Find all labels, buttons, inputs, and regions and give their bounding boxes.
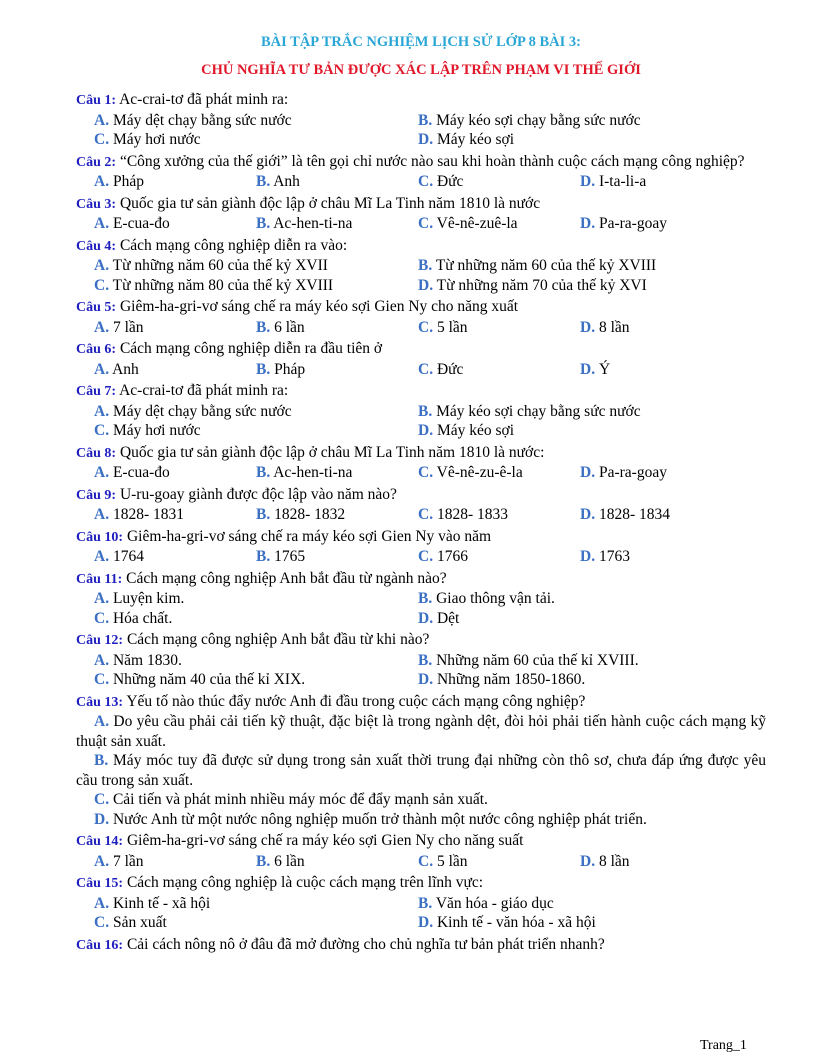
option-a[interactable] [94, 505, 256, 525]
page-number: Trang_1 [700, 1038, 747, 1053]
option-a[interactable] [94, 111, 418, 131]
question-text: Cách mạng công nghiệp Anh bắt đầu từ khi nào? [123, 631, 430, 648]
option-label: D. [580, 548, 596, 565]
option-text: Pa-ra-goay [595, 215, 667, 232]
option-label: B. [256, 464, 271, 481]
option-a[interactable] [94, 651, 418, 671]
question-number: Câu 13: [76, 694, 124, 710]
question-number: Câu 3: [76, 196, 117, 212]
option-d[interactable] [418, 276, 742, 296]
document-title: BÀI TẬP TRẮC NGHIỆM LỊCH SỬ LỚP 8 BÀI 3: [261, 34, 581, 50]
option-text: Vê-nê-zu-ê-la [433, 464, 523, 481]
option-c[interactable] [418, 172, 580, 192]
option-b[interactable] [256, 505, 418, 525]
option-c[interactable] [418, 214, 580, 234]
options [76, 651, 766, 690]
option-label: D. [94, 810, 110, 828]
option-d[interactable] [580, 463, 742, 483]
question-number: Câu 14: [76, 834, 124, 849]
option-b[interactable] [256, 547, 418, 567]
option-text: 1764 [109, 548, 144, 565]
option-label: C. [94, 131, 110, 148]
option-c[interactable] [94, 913, 418, 933]
option-text: 1828- 1833 [433, 506, 508, 523]
question-7 [76, 381, 766, 441]
option-text: Sản xuất [109, 914, 167, 931]
question-number: Câu 4: [76, 238, 117, 254]
option-b[interactable] [418, 651, 742, 671]
option-c[interactable] [418, 318, 580, 338]
options [76, 547, 766, 567]
option-c[interactable] [418, 547, 580, 567]
option-c[interactable] [94, 421, 418, 441]
option-text: 7 lần [109, 852, 144, 870]
option-label: A. [94, 215, 110, 232]
option-label: B. [256, 852, 271, 870]
question-text: “Công xưởng của thế giới” là tên gọi chỉ nước nào sau khi hoàn thành cuộc cách mạng công nghiệp? [116, 152, 745, 170]
option-text: Từ những năm 60 của thế kỷ XVIII [432, 257, 657, 274]
option-label: C. [94, 422, 110, 439]
option-label: B. [94, 752, 109, 769]
option-d[interactable] [418, 421, 742, 441]
options [76, 256, 766, 295]
option-d[interactable] [580, 360, 742, 380]
option-label: B. [256, 548, 271, 565]
question-text: Yếu tố nào thúc đẩy nước Anh đi đầu trong cuộc cách mạng công nghiệp? [123, 692, 586, 710]
option-c[interactable] [94, 670, 418, 690]
option-b[interactable] [418, 111, 742, 131]
option-text: Giao thông vận tải. [432, 590, 555, 607]
option-d[interactable] [76, 810, 766, 830]
question-number: Câu 7: [76, 384, 117, 399]
document-page [76, 32, 766, 957]
option-d[interactable] [418, 670, 742, 690]
option-text: Cải tiến và phát minh nhiều máy móc để đẩy mạnh sản xuất. [109, 791, 488, 808]
option-text: Máy dệt chạy bằng sức nước [109, 402, 292, 420]
question-4 [76, 236, 766, 296]
option-text: Do yêu cầu phải cải tiến kỹ thuật, đặc biệt là trong ngành dệt, đòi hỏi phải tiến hành cuộc cách mạng kỹ thuật sản xuất. [76, 713, 766, 750]
option-label: B. [418, 111, 433, 129]
option-c[interactable] [418, 360, 580, 380]
option-text: Máy kéo sợi [433, 422, 515, 439]
option-text: Vê-nê-zuê-la [433, 215, 518, 232]
option-text: Máy hơi nước [109, 422, 201, 439]
option-c[interactable] [94, 609, 418, 629]
option-text: Đức [433, 173, 464, 190]
question-14 [76, 831, 766, 871]
option-a[interactable] [94, 463, 256, 483]
option-label: A. [94, 852, 110, 870]
option-text: 8 lần [595, 318, 630, 336]
option-a[interactable] [94, 402, 418, 422]
option-text: 5 lần [433, 318, 468, 336]
question-1 [76, 90, 766, 150]
option-label: C. [418, 506, 434, 523]
option-a[interactable] [94, 214, 256, 234]
option-text: Máy kéo sợi chạy bằng sức nước [432, 111, 641, 129]
option-text: 1828- 1832 [270, 506, 346, 523]
option-label: B. [256, 215, 271, 232]
question-number: Câu 9: [76, 487, 117, 503]
option-text: Máy móc tuy đã được sử dụng trong sản xuất thời trung đại những còn thô sơ, chưa đáp ứng được yêu cầu trong sản xuất. [76, 752, 766, 789]
question-5 [76, 297, 766, 337]
option-b[interactable] [418, 894, 742, 914]
option-label: D. [580, 173, 596, 190]
option-a[interactable] [94, 894, 418, 914]
option-b[interactable] [256, 214, 418, 234]
option-label: C. [94, 609, 110, 627]
options [76, 852, 766, 872]
option-text: Luyện kim. [109, 590, 185, 607]
option-text: Từ những năm 80 của thế kỷ XVIII [109, 276, 334, 294]
options [76, 214, 766, 234]
option-text: I-ta-li-a [595, 173, 647, 190]
question-12 [76, 630, 766, 690]
question-text: Cách mạng công nghiệp là cuộc cách mạng trên lĩnh vực: [123, 874, 484, 891]
option-label: C. [418, 548, 434, 565]
option-label: A. [94, 713, 110, 730]
option-d[interactable] [580, 172, 742, 192]
question-text: Quốc gia tư sản giành độc lập ở châu Mĩ La Tinh năm 1810 là nước: [116, 443, 545, 461]
question-text: Quốc gia tư sản giành độc lập ở châu Mĩ La Tinh năm 1810 là nước [116, 194, 541, 212]
option-label: C. [94, 914, 110, 931]
question-text: Giêm-ha-gri-vơ sáng chế ra máy kéo sợi Gien Ny cho năng suất [123, 832, 524, 849]
option-text: Anh [109, 360, 139, 378]
options [76, 360, 766, 380]
option-text: Những năm 60 của thế kỉ XVIII. [432, 651, 639, 669]
question-number: Câu 5: [76, 300, 117, 315]
question-text: Giêm-ha-gri-vơ sáng chế ra máy kéo sợi Gien Ny cho năng xuất [116, 298, 519, 315]
option-d[interactable] [418, 130, 742, 150]
option-text: Máy kéo sợi [433, 131, 515, 148]
question-text: Giêm-ha-gri-vơ sáng chế ra máy kéo sợi Gien Ny vào năm [123, 527, 492, 545]
option-label: C. [418, 173, 434, 190]
option-label: A. [94, 318, 110, 336]
option-text: E-cua-đo [109, 215, 170, 232]
option-text: Từ những năm 70 của thế kỷ XVI [433, 276, 647, 294]
option-label: B. [418, 402, 433, 420]
option-a[interactable] [94, 589, 418, 609]
option-label: B. [256, 360, 271, 378]
question-11 [76, 569, 766, 629]
option-label: D. [580, 506, 596, 523]
option-b[interactable] [418, 402, 742, 422]
option-label: C. [418, 360, 434, 378]
option-label: A. [94, 590, 110, 607]
option-text: Hóa chất. [109, 609, 173, 627]
question-13 [76, 692, 766, 830]
question-8 [76, 443, 766, 483]
option-b[interactable] [256, 852, 418, 872]
options [76, 894, 766, 933]
option-b[interactable] [256, 318, 418, 338]
option-label: C. [418, 464, 434, 481]
option-text: 7 lần [109, 318, 144, 336]
option-text: E-cua-đo [109, 464, 170, 481]
question-16 [76, 935, 766, 956]
option-b[interactable] [76, 751, 766, 790]
question-number: Câu 8: [76, 445, 117, 461]
option-text: 6 lần [270, 318, 305, 336]
question-number: Câu 15: [76, 876, 124, 891]
option-label: B. [256, 506, 271, 523]
option-text: Năm 1830. [109, 651, 182, 669]
option-text: Pa-ra-goay [595, 464, 667, 481]
option-label: A. [94, 111, 110, 129]
option-a[interactable] [94, 172, 256, 192]
option-text: Văn hóa - giáo dục [432, 894, 554, 912]
option-a[interactable] [94, 547, 256, 567]
option-label: D. [580, 852, 596, 870]
question-text: Cách mạng công nghiệp diễn ra đầu tiên ở [116, 340, 383, 357]
option-c[interactable] [76, 790, 766, 810]
option-d[interactable] [580, 318, 742, 338]
question-9 [76, 485, 766, 525]
question-text: Cách mạng công nghiệp diễn ra vào: [116, 236, 348, 254]
option-text: Nước Anh từ một nước nông nghiệp muốn trở thành một nước công nghiệp phát triển. [109, 810, 647, 828]
option-text: Ac-hen-ti-na [270, 464, 353, 481]
option-d[interactable] [580, 852, 742, 872]
option-text: 1766 [433, 548, 468, 565]
option-label: C. [94, 671, 110, 688]
option-label: D. [418, 671, 434, 688]
option-c[interactable] [418, 505, 580, 525]
option-a[interactable] [94, 852, 256, 872]
option-label: B. [418, 894, 433, 912]
option-d[interactable] [418, 609, 742, 629]
option-text: Máy hơi nước [109, 131, 201, 148]
option-text: 5 lần [433, 852, 468, 870]
option-text: 8 lần [595, 852, 630, 870]
options [76, 589, 766, 628]
option-c[interactable] [418, 852, 580, 872]
option-label: C. [418, 215, 434, 232]
option-b[interactable] [256, 463, 418, 483]
option-label: D. [418, 422, 434, 439]
option-text: Dệt [433, 609, 460, 627]
option-d[interactable] [418, 913, 742, 933]
option-label: A. [94, 506, 110, 523]
options [76, 505, 766, 525]
question-text: Ac-crai-tơ đã phát minh ra: [116, 91, 289, 108]
option-text: 1763 [595, 548, 630, 565]
option-label: A. [94, 173, 110, 190]
option-label: B. [418, 651, 433, 669]
option-label: A. [94, 402, 110, 420]
question-15 [76, 873, 766, 933]
option-b[interactable] [418, 589, 742, 609]
option-text: Ac-hen-ti-na [270, 215, 353, 232]
option-label: A. [94, 257, 110, 274]
question-number: Câu 6: [76, 342, 117, 357]
option-label: C. [94, 791, 110, 808]
option-label: A. [94, 651, 110, 669]
option-a[interactable] [94, 256, 418, 276]
option-label: B. [418, 590, 433, 607]
option-text: 6 lần [270, 852, 305, 870]
question-text: Cải cách nông nô ở đâu đã mở đường cho chủ nghĩa tư bản phát triển nhanh? [123, 935, 605, 953]
option-label: B. [418, 257, 433, 274]
option-text: 1765 [270, 548, 306, 565]
question-text: Ac-crai-tơ đã phát minh ra: [116, 382, 289, 399]
option-a[interactable] [76, 712, 766, 751]
options [76, 463, 766, 483]
option-b[interactable] [256, 172, 418, 192]
options [76, 318, 766, 338]
question-number: Câu 1: [76, 93, 117, 108]
option-text: Những năm 40 của thế kỉ XIX. [109, 671, 306, 688]
question-3 [76, 194, 766, 234]
option-label: C. [418, 852, 434, 870]
question-10 [76, 527, 766, 567]
option-c[interactable] [94, 130, 418, 150]
options [76, 402, 766, 441]
document-subtitle: CHỦ NGHĨA TƯ BẢN ĐƯỢC XÁC LẬP TRÊN PHẠM VI THẾ GIỚI [201, 62, 641, 78]
option-a[interactable] [94, 318, 256, 338]
option-text: Pháp [109, 173, 144, 190]
option-label: D. [580, 318, 596, 336]
option-b[interactable] [418, 256, 742, 276]
option-text: Anh [270, 173, 300, 190]
option-text: Pháp [270, 360, 306, 378]
option-label: D. [418, 609, 434, 627]
option-text: Ý [595, 360, 611, 378]
option-label: A. [94, 548, 110, 565]
question-number: Câu 11: [76, 571, 123, 587]
option-text: Kinh tế - văn hóa - xã hội [433, 914, 596, 931]
option-text: 1828- 1834 [595, 506, 670, 523]
option-text: Từ những năm 60 của thế kỷ XVII [109, 257, 328, 274]
option-label: A. [94, 360, 110, 378]
question-text: Cách mạng công nghiệp Anh bắt đầu từ ngành nào? [122, 569, 447, 587]
option-label: C. [418, 318, 434, 336]
option-text: Kinh tế - xã hội [109, 894, 211, 912]
option-text: Máy dệt chạy bằng sức nước [109, 111, 292, 129]
option-label: D. [418, 914, 434, 931]
question-number: Câu 10: [76, 529, 124, 545]
option-text: 1828- 1831 [109, 506, 184, 523]
option-label: B. [256, 318, 271, 336]
option-label: B. [256, 173, 271, 190]
option-label: A. [94, 894, 110, 912]
option-text: Máy kéo sợi chạy bằng sức nước [432, 402, 641, 420]
question-number: Câu 2: [76, 154, 117, 170]
option-label: D. [418, 131, 434, 148]
question-number: Câu 16: [76, 937, 124, 953]
option-d[interactable] [580, 547, 742, 567]
question-6 [76, 339, 766, 379]
option-text: Đức [433, 360, 464, 378]
option-label: C. [94, 276, 110, 294]
option-a[interactable] [94, 360, 256, 380]
options [76, 111, 766, 150]
option-d[interactable] [580, 505, 742, 525]
option-label: D. [580, 215, 596, 232]
question-number: Câu 12: [76, 633, 124, 648]
question-2 [76, 152, 766, 192]
option-label: D. [580, 464, 596, 481]
option-label: D. [580, 360, 596, 378]
option-b[interactable] [256, 360, 418, 380]
option-text: Những năm 1850-1860. [433, 671, 586, 688]
options [76, 172, 766, 192]
option-c[interactable] [418, 463, 580, 483]
option-c[interactable] [94, 276, 418, 296]
option-label: D. [418, 276, 434, 294]
option-label: A. [94, 464, 110, 481]
question-text: U-ru-goay giành được độc lập vào năm nào? [116, 485, 397, 503]
option-d[interactable] [580, 214, 742, 234]
